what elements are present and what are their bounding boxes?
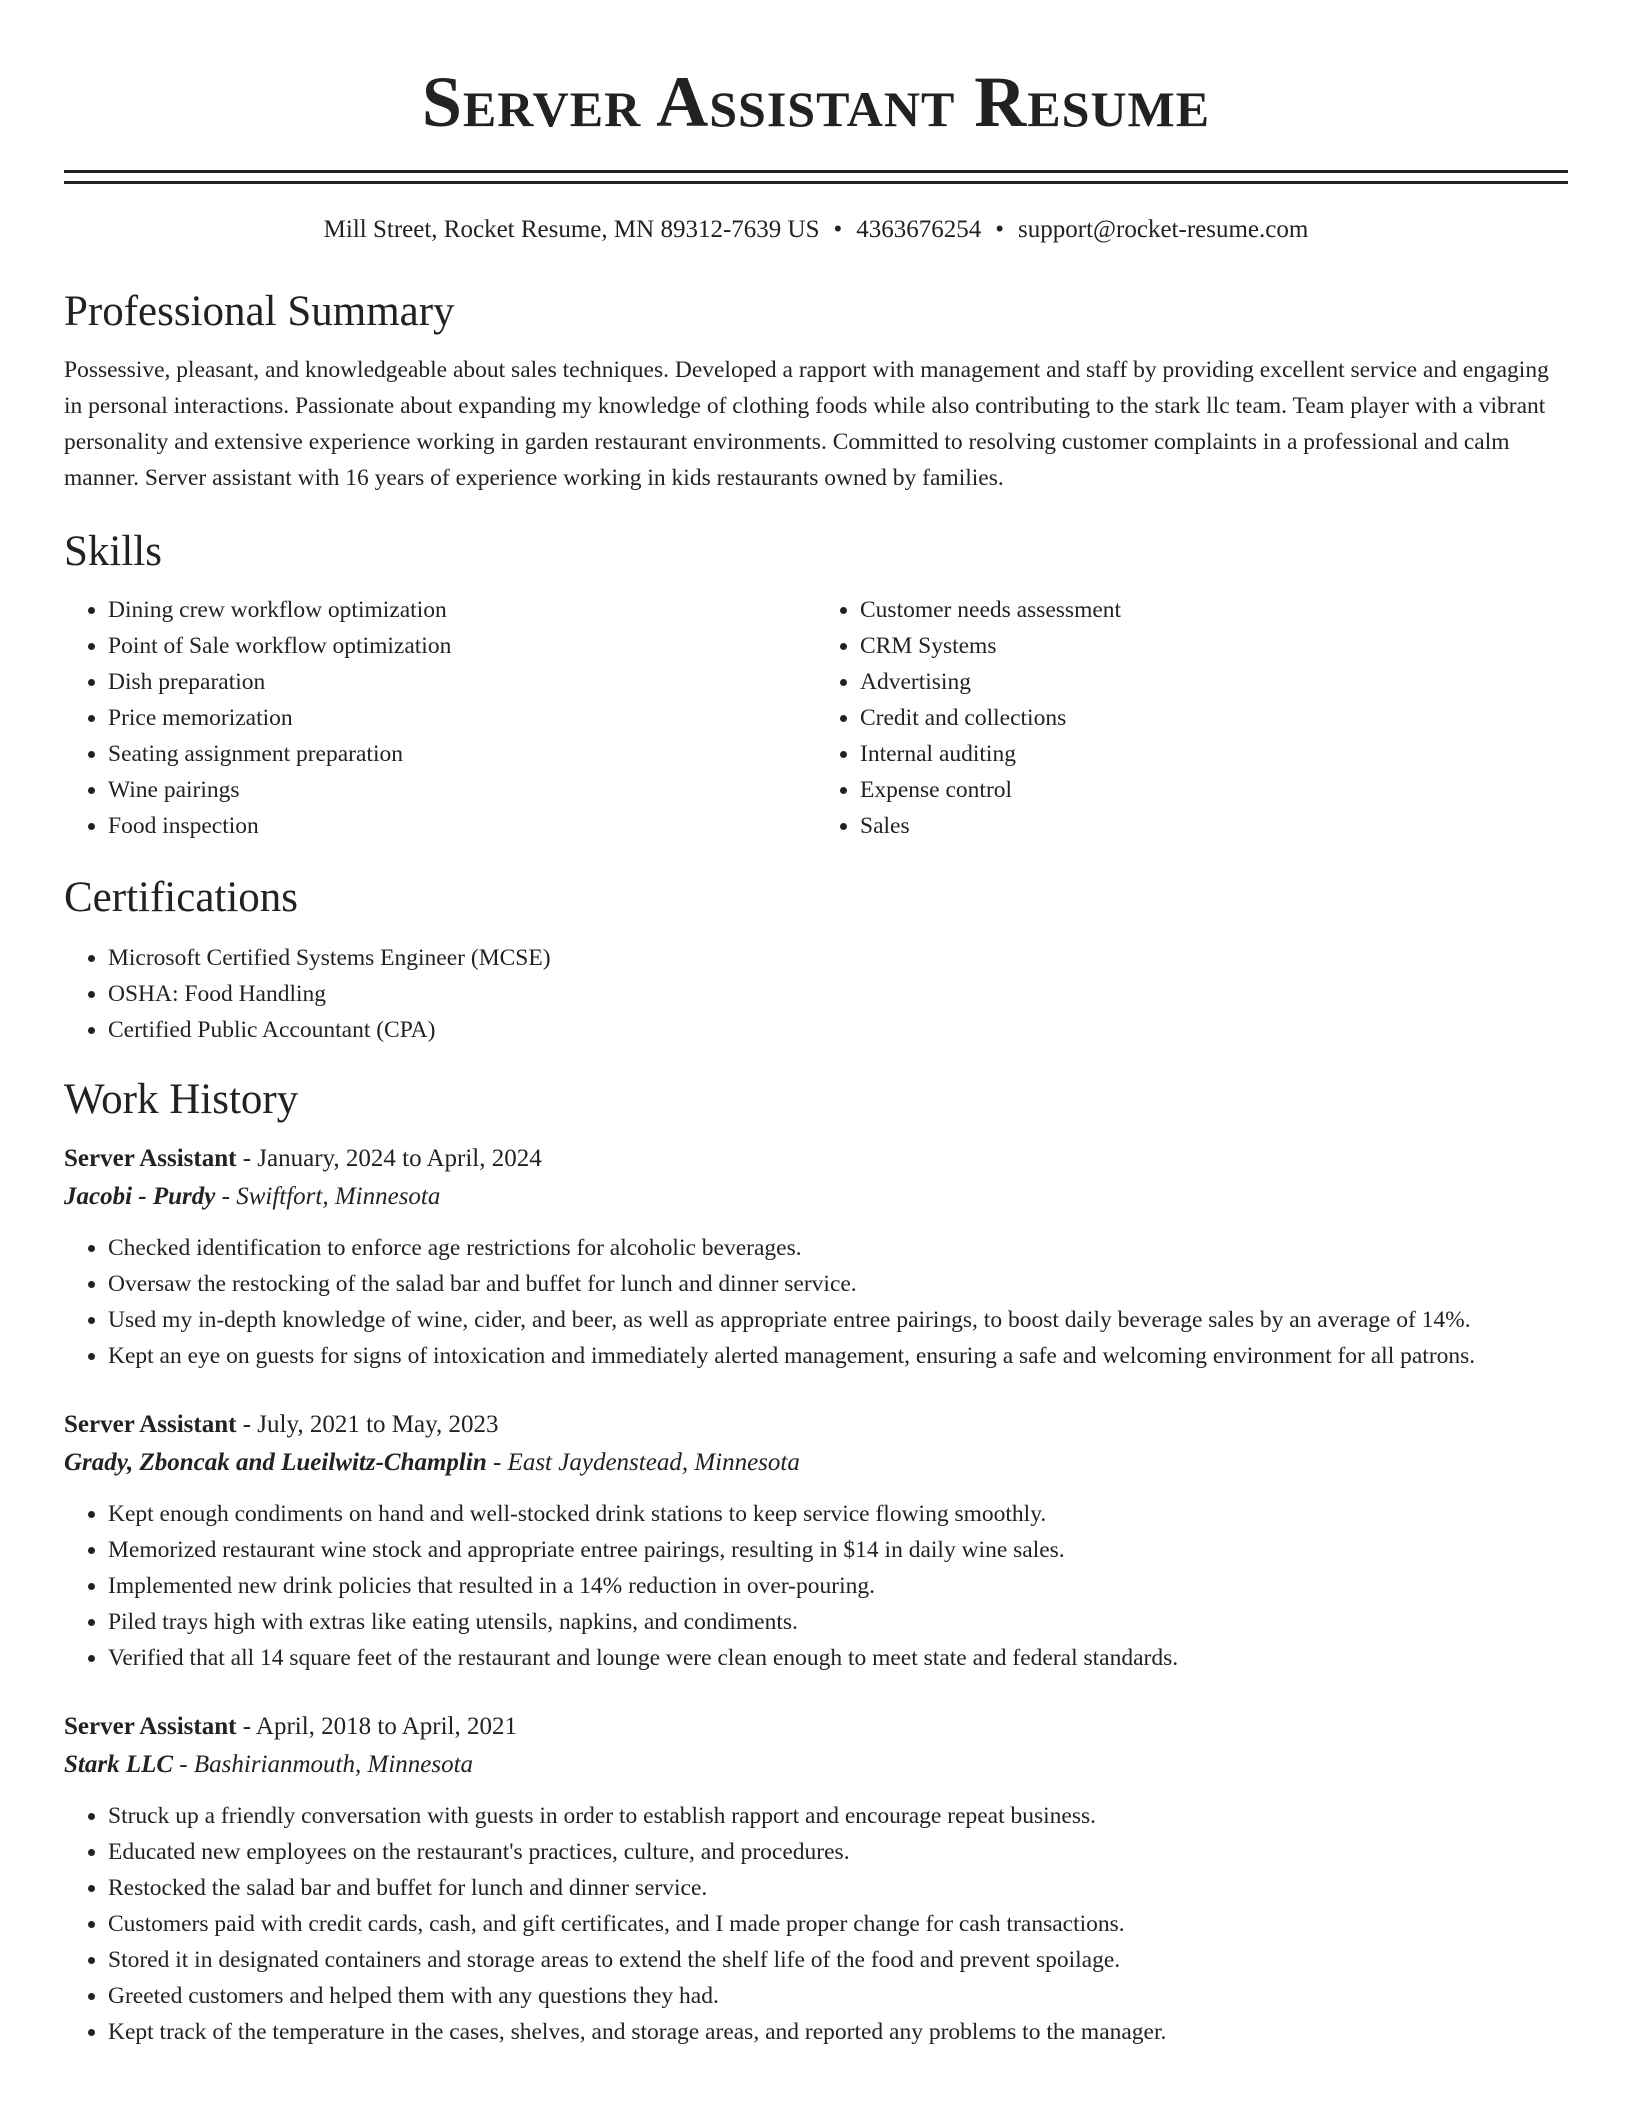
job-title: Server Assistant xyxy=(64,1411,237,1438)
job-company-line xyxy=(64,1746,1568,1784)
skill-item: • Wine pairings xyxy=(108,772,816,808)
job-title: Server Assistant xyxy=(64,1713,237,1740)
certifications-heading: Certifications xyxy=(64,874,299,921)
job-entry xyxy=(64,1708,1568,2050)
job-title: Server Assistant xyxy=(64,1145,237,1172)
job-bullets xyxy=(64,1798,1568,2050)
summary-section xyxy=(64,286,1568,496)
job-location: - East Jaydenstead, Minnesota xyxy=(486,1449,800,1476)
job-bullet: • Used my in-depth knowledge of wine, cider, and beer, as well as appropriate entree pairings, to boost daily beverage sales by an average of 14%. xyxy=(108,1302,1568,1338)
job-bullet: • Restocked the salad bar and buffet for lunch and dinner service. xyxy=(108,1870,1568,1906)
job-entry xyxy=(64,1406,1568,1676)
job-company: Stark LLC xyxy=(64,1751,174,1778)
resume-page xyxy=(64,0,1568,2050)
skill-item: • Sales xyxy=(860,808,1568,844)
job-dates: - July, 2021 to May, 2023 xyxy=(236,1411,499,1438)
job-bullet: • Kept track of the temperature in the cases, shelves, and storage areas, and reported any problems to the manager. xyxy=(108,2014,1568,2050)
job-entry xyxy=(64,1140,1568,1374)
job-bullet: • Kept an eye on guests for signs of intoxication and immediately alerted management, ensuring a safe and welcoming environment for all patrons. xyxy=(108,1338,1568,1374)
contact-address: Mill Street, Rocket Resume, MN 89312-7639 US xyxy=(323,216,820,243)
job-title-line xyxy=(64,1140,1568,1178)
certification-item: • Microsoft Certified Systems Engineer (MCSE) xyxy=(108,940,1568,976)
job-company-line xyxy=(64,1178,1568,1216)
skill-item: • Price memorization xyxy=(108,700,816,736)
skill-item: • Internal auditing xyxy=(860,736,1568,772)
skill-item: • Expense control xyxy=(860,772,1568,808)
skill-item: • Food inspection xyxy=(108,808,816,844)
job-bullet: • Memorized restaurant wine stock and appropriate entree pairings, resulting in $14 in daily wine sales. xyxy=(108,1532,1568,1568)
skill-item: • Advertising xyxy=(860,664,1568,700)
work-history-heading: Work History xyxy=(64,1076,299,1123)
contact-phone: 4363676254 xyxy=(856,216,982,243)
title-divider xyxy=(64,170,1568,184)
job-dates: - January, 2024 to April, 2024 xyxy=(236,1145,542,1172)
job-bullet: • Customers paid with credit cards, cash, and gift certificates, and I made proper change for cash transactions. xyxy=(108,1906,1568,1942)
job-bullet: • Implemented new drink policies that resulted in a 14% reduction in over-pouring. xyxy=(108,1568,1568,1604)
job-bullets xyxy=(64,1230,1568,1374)
skill-item: • Credit and collections xyxy=(860,700,1568,736)
job-bullet: • Kept enough condiments on hand and well-stocked drink stations to keep service flowing smoothly. xyxy=(108,1496,1568,1532)
skills-list-right xyxy=(816,592,1568,844)
job-bullet: • Educated new employees on the restaurant's practices, culture, and procedures. xyxy=(108,1834,1568,1870)
job-bullet: • Struck up a friendly conversation with guests in order to establish rapport and encourage repeat business. xyxy=(108,1798,1568,1834)
certification-item: • Certified Public Accountant (CPA) xyxy=(108,1012,1568,1048)
job-company: Grady, Zboncak and Lueilwitz-Champlin xyxy=(64,1449,487,1476)
job-title-line xyxy=(64,1406,1568,1444)
job-bullet: • Verified that all 14 square feet of the restaurant and lounge were clean enough to meet state and federal standards. xyxy=(108,1640,1568,1676)
skill-item: • Dining crew workflow optimization xyxy=(108,592,816,628)
skill-item: • Seating assignment preparation xyxy=(108,736,816,772)
job-bullet: • Greeted customers and helped them with any questions they had. xyxy=(108,1978,1568,2014)
job-bullets xyxy=(64,1496,1568,1676)
job-bullet: • Checked identification to enforce age restrictions for alcoholic beverages. xyxy=(108,1230,1568,1266)
work-history-section xyxy=(64,1074,1568,2050)
job-company-line xyxy=(64,1444,1568,1482)
contact-email: support@rocket-resume.com xyxy=(1018,216,1309,243)
skills-heading: Skills xyxy=(64,528,162,575)
skill-item: • Dish preparation xyxy=(108,664,816,700)
summary-text: Possessive, pleasant, and knowledgeable about sales techniques. Developed a rapport with management and staff by providing excellent service and engaging in personal interactions. Passionate about expanding my knowledge of clothing foods while also contributing to the stark llc team. Team player with a vibrant personality and extensive experience working in garden restaurant environments. Committed to resolving customer complaints in a professional and calm manner. Server assistant with 16 years of experience working in kids restaurants owned by families. xyxy=(64,357,1549,491)
job-title-line xyxy=(64,1708,1568,1746)
certifications-list xyxy=(64,940,1568,1048)
skill-item: • CRM Systems xyxy=(860,628,1568,664)
skills-list-left xyxy=(64,592,816,844)
resume-title: Server Assistant Resume xyxy=(421,62,1211,142)
skills-columns xyxy=(64,592,1568,844)
job-bullet: • Piled trays high with extras like eating utensils, napkins, and condiments. xyxy=(108,1604,1568,1640)
contact-separator: • xyxy=(995,216,1005,243)
job-bullet: • Stored it in designated containers and storage areas to extend the shelf life of the food and prevent spoilage. xyxy=(108,1942,1568,1978)
certification-item: • OSHA: Food Handling xyxy=(108,976,1568,1012)
job-dates: - April, 2018 to April, 2021 xyxy=(236,1713,518,1740)
skills-section xyxy=(64,526,1568,844)
job-location: - Swiftfort, Minnesota xyxy=(215,1183,441,1210)
certifications-section xyxy=(64,872,1568,1048)
contact-line xyxy=(64,214,1568,246)
summary-heading: Professional Summary xyxy=(64,288,455,335)
contact-separator: • xyxy=(833,216,843,243)
skill-item: • Point of Sale workflow optimization xyxy=(108,628,816,664)
skill-item: • Customer needs assessment xyxy=(860,592,1568,628)
job-location: - Bashirianmouth, Minnesota xyxy=(173,1751,474,1778)
job-bullet: • Oversaw the restocking of the salad bar and buffet for lunch and dinner service. xyxy=(108,1266,1568,1302)
job-company: Jacobi - Purdy xyxy=(64,1183,216,1210)
